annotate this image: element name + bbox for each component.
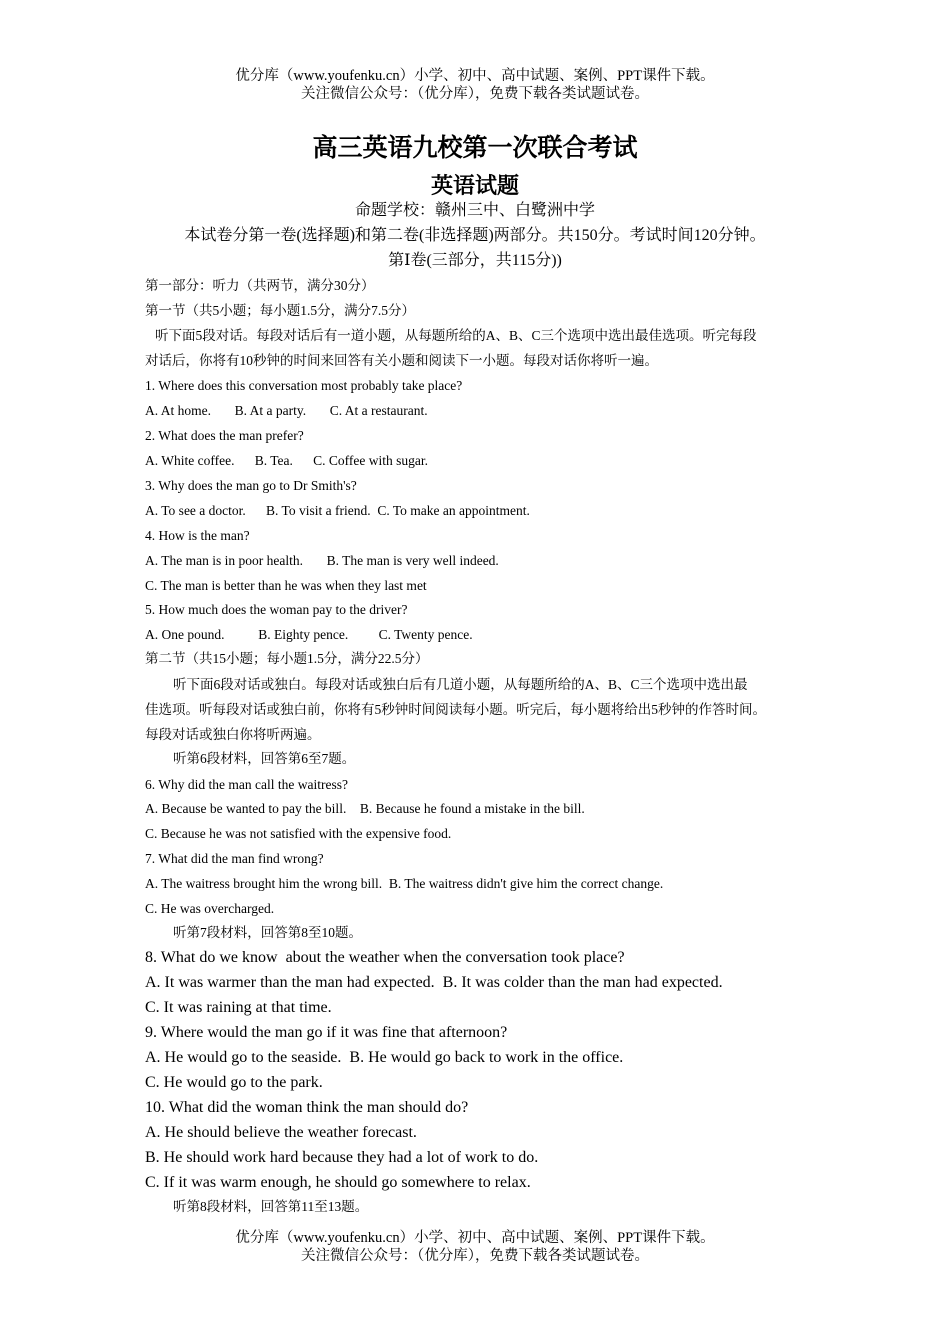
material-6-note: 听第6段材料，回答第6至7题。 bbox=[173, 751, 356, 766]
question-6-option-c: C. Because he was not satisfied with the expensive food. bbox=[145, 826, 452, 841]
question-6: 6. Why did the man call the waitress? bbox=[145, 777, 348, 792]
question-5: 5. How much does the woman pay to the driver? bbox=[145, 602, 408, 617]
section2-instructions-1: 听下面6段对话或独白。每段对话或独白后有几道小题，从每题所给的A、B、C三个选项中选出最 bbox=[173, 677, 748, 692]
question-7-options-ab: A. The waitress brought him the wrong bill. B. The waitress didn't give him the correct change. bbox=[145, 876, 664, 891]
question-1-options: A. At home. B. At a party. C. At a restaurant. bbox=[145, 403, 428, 418]
question-9: 9. Where would the man go if it was fine that afternoon? bbox=[145, 1024, 508, 1041]
question-2: 2. What does the man prefer? bbox=[145, 428, 304, 443]
section2-heading: 第二节（共15小题；每小题1.5分，满分22.5分） bbox=[145, 651, 429, 666]
question-10-option-c: C. If it was warm enough, he should go somewhere to relax. bbox=[145, 1174, 531, 1191]
volume-heading: 第Ⅰ卷(三部分，共115分)) bbox=[388, 252, 562, 269]
question-8-options-ab: A. It was warmer than the man had expected. B. It was colder than the man had expected. bbox=[145, 974, 723, 991]
question-3-options: A. To see a doctor. B. To visit a friend. C. To make an appointment. bbox=[145, 503, 530, 518]
section1-heading: 第一节（共5小题；每小题1.5分，满分7.5分） bbox=[145, 303, 415, 318]
part1-heading: 第一部分：听力（共两节，满分30分） bbox=[145, 278, 375, 293]
question-9-options-ab: A. He would go to the seaside. B. He would go back to work in the office. bbox=[145, 1049, 624, 1066]
question-8-option-c: C. It was raining at that time. bbox=[145, 999, 332, 1016]
question-9-option-c: C. He would go to the park. bbox=[145, 1074, 323, 1091]
exam-info: 本试卷分第一卷(选择题)和第二卷(非选择题)两部分。共150分。考试时间120分钟。 bbox=[184, 227, 766, 244]
exam-title: 高三英语九校第一次联合考试 bbox=[312, 135, 638, 162]
header-line-2: 关注微信公众号：（优分库），免费下载各类试题试卷。 bbox=[301, 86, 649, 102]
material-7-note: 听第7段材料，回答第8至10题。 bbox=[173, 925, 362, 940]
footer-line-1: 优分库（www.youfenku.cn）小学、初中、高中试题、案例、PPT课件下载。 bbox=[235, 1230, 715, 1246]
exam-subtitle: 英语试题 bbox=[430, 173, 519, 198]
question-10-option-b: B. He should work hard because they had a lot of work to do. bbox=[145, 1149, 539, 1166]
question-10-option-a: A. He should believe the weather forecast. bbox=[145, 1124, 417, 1141]
section1-instructions-2: 对话后，你将有10秒钟的时间来回答有关小题和阅读下一小题。每段对话你将听一遍。 bbox=[145, 353, 658, 368]
question-3: 3. Why does the man go to Dr Smith's? bbox=[145, 478, 357, 493]
question-2-options: A. White coffee. B. Tea. C. Coffee with sugar. bbox=[145, 453, 428, 468]
question-7-option-c: C. He was overcharged. bbox=[145, 901, 275, 916]
question-6-options-ab: A. Because be wanted to pay the bill. B. Because he found a mistake in the bill. bbox=[145, 801, 585, 816]
question-10: 10. What did the woman think the man should do? bbox=[145, 1099, 469, 1116]
header-line-1: 优分库（www.youfenku.cn）小学、初中、高中试题、案例、PPT课件下载。 bbox=[235, 68, 715, 84]
question-4-options-ab: A. The man is in poor health. B. The man is very well indeed. bbox=[145, 553, 499, 568]
question-7: 7. What did the man find wrong? bbox=[145, 851, 324, 866]
question-5-options: A. One pound. B. Eighty pence. C. Twenty pence. bbox=[145, 627, 473, 642]
material-8-note: 听第8段材料，回答第11至13题。 bbox=[173, 1199, 369, 1214]
question-4: 4. How is the man? bbox=[145, 528, 250, 543]
question-4-option-c: C. The man is better than he was when they last met bbox=[145, 578, 427, 593]
footer-line-2: 关注微信公众号：（优分库），免费下载各类试题试卷。 bbox=[301, 1248, 649, 1264]
schools-line: 命题学校：赣州三中、白鹭洲中学 bbox=[354, 202, 595, 219]
section2-instructions-3: 每段对话或独白你将听两遍。 bbox=[145, 727, 321, 742]
section1-instructions-1: 听下面5段对话。每段对话后有一道小题，从每题所给的A、B、C三个选项中选出最佳选项。听完每段 bbox=[155, 328, 757, 343]
question-1: 1. Where does this conversation most probably take place? bbox=[145, 378, 463, 393]
section2-instructions-2: 佳选项。听每段对话或独白前，你将有5秒钟时间阅读每小题。听完后，每小题将给出5秒钟的作答时间。 bbox=[145, 702, 766, 717]
question-8: 8. What do we know about the weather when the conversation took place? bbox=[145, 949, 625, 966]
